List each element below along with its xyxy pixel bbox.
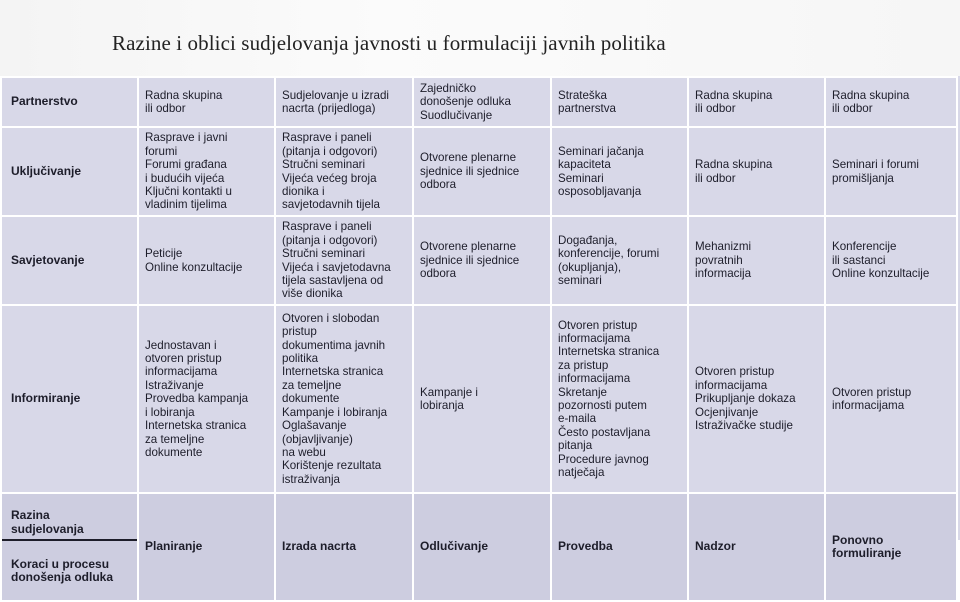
footer-header-cell bbox=[1, 493, 138, 601]
table-cell: Otvoren pristup informacijama Internetska stranica za pristup informacijama Skretanje pozornosti putem e-maila Često postavljana pitanja Procedure javnog natječaja bbox=[551, 305, 688, 493]
step-reformulation: Ponovno formuliranje bbox=[825, 493, 957, 601]
step-monitoring: Nadzor bbox=[688, 493, 825, 601]
row-label: Uključivanje bbox=[1, 127, 138, 216]
table-cell: Rasprave i paneli (pitanja i odgovori) Stručni seminari Vijeća i savjetodavna tijela sastavljena od više dionika bbox=[275, 216, 413, 305]
table-cell: Konferencije ili sastanci Online konzultacije bbox=[825, 216, 957, 305]
table-cell: Radna skupina ili odbor bbox=[138, 77, 275, 127]
table-cell: Otvorene plenarne sjednice ili sjednice odbora bbox=[413, 127, 551, 216]
step-drafting: Izrada nacrta bbox=[275, 493, 413, 601]
table-row-informiranje bbox=[1, 305, 957, 493]
row-label: Partnerstvo bbox=[1, 77, 138, 127]
table-row-partnerstvo bbox=[1, 77, 957, 127]
step-decision: Odlučivanje bbox=[413, 493, 551, 601]
table-cell: Radna skupina ili odbor bbox=[825, 77, 957, 127]
slide-title: Razine i oblici sudjelovanja javnosti u formulaciji javnih politika bbox=[112, 31, 666, 55]
table-cell: Otvoren pristup informacijama Prikupljanje dokaza Ocjenjivanje Istraživačke studije bbox=[688, 305, 825, 493]
table-cell: Peticije Online konzultacije bbox=[138, 216, 275, 305]
table-cell: Radna skupina ili odbor bbox=[688, 77, 825, 127]
table-footer-row bbox=[1, 493, 957, 601]
table-cell: Jednostavan i otvoren pristup informacijama Istraživanje Provedba kampanja i lobiranja Internetska stranica za temeljne dokumente bbox=[138, 305, 275, 493]
step-implementation: Provedba bbox=[551, 493, 688, 601]
decision-steps-label: Koraci u procesu donošenja odluka bbox=[11, 556, 114, 585]
table-cell: Zajedničko donošenje odluka Suodlučivanje bbox=[413, 77, 551, 127]
table-cell: Seminari i forumi promišljanja bbox=[825, 127, 957, 216]
table-cell: Otvorene plenarne sjednice ili sjednice odbora bbox=[413, 216, 551, 305]
table-cell: Otvoren pristup informacijama bbox=[825, 305, 957, 493]
table-cell: Radna skupina ili odbor bbox=[688, 127, 825, 216]
participation-table-wrapper bbox=[0, 76, 960, 585]
row-label: Informiranje bbox=[1, 305, 138, 493]
participation-level-label: Razina sudjelovanja bbox=[2, 507, 137, 541]
participation-table bbox=[0, 76, 958, 602]
table-cell: Kampanje i lobiranja bbox=[413, 305, 551, 493]
row-label: Savjetovanje bbox=[1, 216, 138, 305]
table-cell: Mehanizmi povratnih informacija bbox=[688, 216, 825, 305]
table-cell: Događanja, konferencije, forumi (okupljanja), seminari bbox=[551, 216, 688, 305]
table-row-savjetovanje bbox=[1, 216, 957, 305]
table-cell: Sudjelovanje u izradi nacrta (prijedloga) bbox=[275, 77, 413, 127]
table-cell: Strateška partnerstva bbox=[551, 77, 688, 127]
table-cell: Rasprave i paneli (pitanja i odgovori) Stručni seminari Vijeća većeg broja dionika i savjetodavnih tijela bbox=[275, 127, 413, 216]
table-cell: Rasprave i javni forumi Forumi građana i budućih vijeća Ključni kontakti u vladinim tijelima bbox=[138, 127, 275, 216]
table-row-ukljucivanje bbox=[1, 127, 957, 216]
table-cell: Otvoren i slobodan pristup dokumentima javnih politika Internetska stranica za temeljne dokumente Kampanje i lobiranja Oglašavanje (objavljivanje) na webu Korištenje rezultata istraživanja bbox=[275, 305, 413, 493]
table-cell: Seminari jačanja kapaciteta Seminari osposobljavanja bbox=[551, 127, 688, 216]
step-planning: Planiranje bbox=[138, 493, 275, 601]
